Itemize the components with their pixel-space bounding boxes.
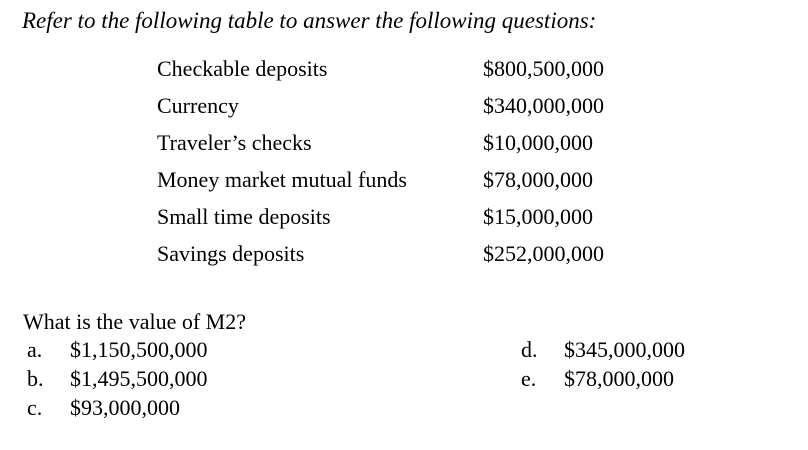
table-row <box>157 241 643 278</box>
answer-choices-right <box>521 337 685 395</box>
item-label: Money market mutual funds <box>157 167 407 192</box>
choice-letter: c. <box>27 395 43 420</box>
item-label: Traveler’s checks <box>157 130 312 155</box>
answer-choice-e[interactable] <box>521 366 685 395</box>
choice-text: $345,000,000 <box>564 337 685 362</box>
answer-choice-a[interactable] <box>27 337 208 366</box>
choice-letter: b. <box>27 366 44 391</box>
choice-text: $78,000,000 <box>564 366 674 391</box>
item-amount: $15,000,000 <box>483 204 593 229</box>
item-label: Checkable deposits <box>157 56 328 81</box>
table-row <box>157 167 643 204</box>
answer-choices-left <box>27 337 208 424</box>
money-supply-table <box>157 56 643 278</box>
table-row <box>157 56 643 93</box>
choice-text: $1,495,500,000 <box>70 366 208 391</box>
choice-letter: d. <box>521 337 538 362</box>
answer-choice-d[interactable] <box>521 337 685 366</box>
choice-text: $93,000,000 <box>70 395 180 420</box>
choice-letter: e. <box>521 366 537 391</box>
answer-choice-b[interactable] <box>27 366 208 395</box>
intro-text: Refer to the following table to answer the following questions: <box>22 8 597 33</box>
item-label: Savings deposits <box>157 241 305 266</box>
item-amount: $800,500,000 <box>483 56 604 81</box>
answer-choice-c[interactable] <box>27 395 208 424</box>
table-row <box>157 130 643 167</box>
item-label: Currency <box>157 93 239 118</box>
item-amount: $252,000,000 <box>483 241 604 266</box>
table-row <box>157 93 643 130</box>
choice-text: $1,150,500,000 <box>70 337 208 362</box>
item-amount: $78,000,000 <box>483 167 593 192</box>
item-amount: $10,000,000 <box>483 130 593 155</box>
choice-letter: a. <box>27 337 43 362</box>
table-row <box>157 204 643 241</box>
item-amount: $340,000,000 <box>483 93 604 118</box>
question-text: What is the value of M2? <box>23 309 246 334</box>
item-label: Small time deposits <box>157 204 331 229</box>
